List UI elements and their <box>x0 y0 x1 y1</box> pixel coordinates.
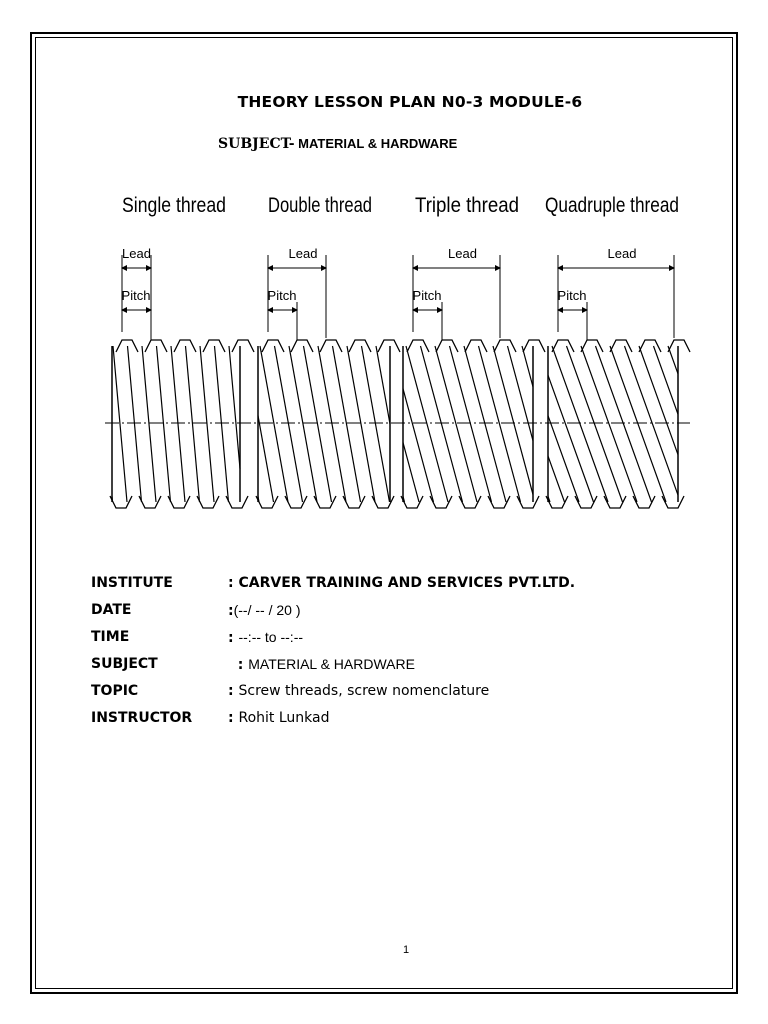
instructor-label: INSTRUCTOR <box>91 710 193 726</box>
thread-panel-4 <box>545 194 690 508</box>
thread-title: Single thread <box>122 194 226 217</box>
subject-label: SUBJECT <box>91 656 158 672</box>
institute-value: : CARVER TRAINING AND SERVICES PVT.LTD. <box>228 575 576 591</box>
thread-panel-3 <box>401 194 545 508</box>
pitch-label: Pitch <box>121 288 151 303</box>
time-value: : --:-- to --:-- <box>228 629 304 646</box>
pitch-label: Pitch <box>557 288 587 303</box>
thread-panel-1 <box>110 194 254 508</box>
pitch-label: Pitch <box>267 288 297 303</box>
thread-title: Triple thread <box>415 194 519 217</box>
lead-label: Lead <box>288 246 318 261</box>
screw-thread-diagram <box>100 180 700 520</box>
date-value: :(--/ -- / 20 ) <box>228 602 301 619</box>
thread-title: Double thread <box>268 194 372 217</box>
topic-label: TOPIC <box>91 683 139 699</box>
page-number: 1 <box>402 944 410 956</box>
pitch-label: Pitch <box>412 288 442 303</box>
thread-panel-2 <box>256 194 400 508</box>
topic-value: : Screw threads, screw nomenclature <box>228 683 490 699</box>
instructor-value: : Rohit Lunkad <box>228 710 330 726</box>
date-label: DATE <box>91 602 132 618</box>
lead-label: Lead <box>448 246 477 261</box>
institute-label: INSTITUTE <box>91 575 173 591</box>
lead-label: Lead <box>607 246 637 261</box>
lead-label: Lead <box>122 246 151 261</box>
thread-title: Quadruple thread <box>545 194 679 217</box>
document-title: THEORY LESSON PLAN N0-3 MODULE-6 <box>237 93 583 111</box>
subject-heading-lead: SUBJECT- <box>218 136 295 152</box>
subject-value: : MATERIAL & HARDWARE <box>228 656 415 673</box>
subject-heading-rest: MATERIAL & HARDWARE <box>294 136 458 151</box>
subject-heading <box>218 133 457 152</box>
time-label: TIME <box>91 629 130 645</box>
